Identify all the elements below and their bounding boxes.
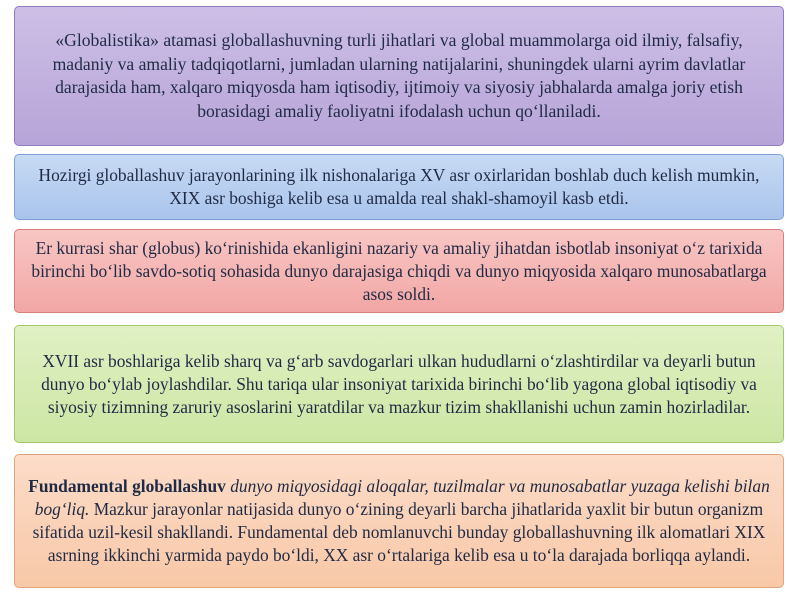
block-text: XVII asr boshlariga kelib sharq va g‘arb savdogarlari ulkan hududlarni o‘zlashtirdilar va deyarli butun dunyo bo‘ylab joylashdilar. Shu tariqa ular insoniyat tarixida birinchi bo‘lib yagona global iqtisodiy va siyosiy tizimning zaruriy asoslarini yaratdilar va mazkur tizim shakllanishi uchun zamin hozirladilar. bbox=[41, 350, 757, 417]
block-text: Mazkur jarayonlar natijasida dunyo o‘zining deyarli barcha jihatlarida yaxlit bir butun organizm sifatida uzil-kesil shakllandi. Fundamental deb nomlanuvchi bunday globallashuvning ilk alomatlari XIX asrning ikkinchi yarmida paydo bo‘ldi, XX asr o‘rtalariga kelib esa u to‘la darajada borliqqa aylandi. bbox=[32, 499, 766, 565]
globalization-origins-block bbox=[14, 154, 784, 220]
block-text: Hozirgi globallashuv jarayonlarining ilk nishonalariga XV asr oxirlaridan boshlab duch kelish mumkin, XIX asr boshiga kelib esa u amalda real shakl-shamoyil kasb etdi. bbox=[38, 165, 760, 208]
block-text: «Globalistika» atamasi globallashuvning turli jihatlari va global muammolarga oid ilmiy, falsafiy, madaniy va amaliy tadqiqotlarni, jumladan ularning natijalarini, shuningdek ularni ayrim davlatlar darajasida ham, xalqaro miqyosda ham iqtisodiy, ijtimoiy va siyosiy jabhalarda amalga joriy etish borasidagi amaliy faoliyatni ifodalash uchun qo‘llaniladi. bbox=[52, 30, 746, 121]
term-definition: dunyo miqyosidagi aloqalar, tuzilmalar va munosabatlar yuzaga kelishi bilan bog‘liq. bbox=[34, 476, 770, 519]
fundamental-globalization-block bbox=[14, 454, 784, 588]
term: Fundamental globallashuv bbox=[28, 476, 226, 496]
block-text: Er kurrasi shar (globus) ko‘rinishida ekanligini nazariy va amaliy jihatdan isbotlab insoniyat o‘z tarixida birinchi bo‘lib savdo-sotiq sohasida dunyo darajasiga chiqdi va dunyo miqyosida xalqaro munosabatlarga asos soldi. bbox=[31, 237, 767, 304]
earth-globe-trade-block bbox=[14, 229, 784, 313]
block-paragraph bbox=[27, 475, 771, 567]
xvii-century-merchants-block bbox=[14, 325, 784, 443]
globalistika-definition-block bbox=[14, 6, 784, 146]
